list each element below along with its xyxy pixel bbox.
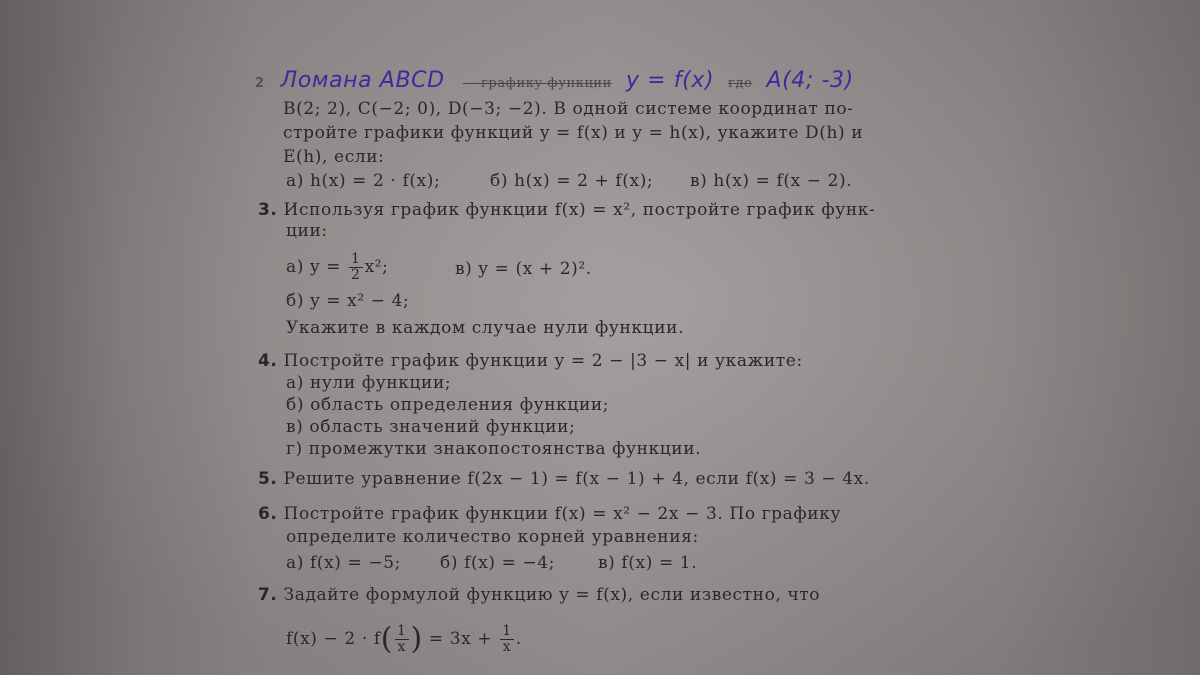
task-6-number: 6. <box>258 504 278 524</box>
fraction-denominator: x <box>397 639 407 655</box>
handwritten-function: y = f(x) <box>625 68 715 93</box>
task-2-line-3: стройте графики функций y = f(x) и y = h(x), укажите D(h) и <box>283 123 864 143</box>
fraction-numerator: 1 <box>397 623 407 639</box>
right-paren: ) <box>410 621 423 657</box>
fraction-one-over-x-rhs <box>500 624 514 655</box>
equation-end: . <box>515 629 522 649</box>
task-4-item-g: г) промежутки знакопостоянства функции. <box>286 439 702 459</box>
task-7-line-1 <box>258 584 820 606</box>
task-7-text: Задайте формулой функцию y = f(x), если известно, что <box>283 585 821 605</box>
task-2-line-4: E(h), если: <box>283 147 385 167</box>
fraction-denominator: x <box>502 639 512 655</box>
task-5-text: Решите уравнение f(2x − 1) = f(x − 1) + 4, если f(x) = 3 − 4x. <box>283 469 870 489</box>
task-2-line-2: B(2; 2), C(−2; 0), D(−3; −2). В одной системе координат по- <box>283 99 854 119</box>
task-6-line-1 <box>258 503 841 525</box>
task-4-number: 4. <box>258 351 278 371</box>
equation-lhs: f(x) − 2 · f <box>286 629 381 649</box>
task-3-option-v: в) y = (x + 2)². <box>455 259 592 279</box>
printed-where: где <box>728 76 753 91</box>
task-7-equation <box>286 622 522 657</box>
task-6-line-2: определите количество корней уравнения: <box>286 527 699 547</box>
printed-text-covered: — графику функции <box>462 76 612 91</box>
task-4-line-1 <box>258 350 803 372</box>
task-5-line-1 <box>258 468 870 490</box>
task-3-note: Укажите в каждом случае нули функции. <box>286 318 685 338</box>
task-2-option-b: б) h(x) = 2 + f(x); <box>490 171 654 191</box>
task-6-option-v: в) f(x) = 1. <box>598 553 698 573</box>
task-6-option-a: а) f(x) = −5; <box>286 553 401 573</box>
task-4-text: Постройте график функции y = 2 − |3 − x| и укажите: <box>283 351 803 371</box>
equation-rhs: = 3x + <box>428 629 493 649</box>
task-6-text: Постройте график функции f(x) = x² − 2x − 3. По графику <box>283 504 842 524</box>
fraction-numerator: 1 <box>351 251 361 267</box>
task-4-item-b: б) область определения функции; <box>286 395 610 415</box>
task-3-option-a <box>286 252 389 283</box>
task-3-number: 3. <box>258 200 278 220</box>
task-3-option-a-rhs: x²; <box>364 257 389 277</box>
task-2-line-1 <box>255 70 854 95</box>
task-3-text: Используя график функции f(x) = x², постройте график функ- <box>283 200 876 220</box>
fraction-denominator: 2 <box>351 267 361 283</box>
task-4-item-a: а) нули функции; <box>286 373 452 393</box>
task-6-option-b: б) f(x) = −4; <box>440 553 556 573</box>
fraction-numerator: 1 <box>502 623 512 639</box>
handwritten-polyline-label: Ломана ABCD <box>280 68 445 93</box>
left-paren: ( <box>380 621 394 657</box>
task-2-option-a: а) h(x) = 2 · f(x); <box>286 171 441 191</box>
fraction-one-half <box>349 252 363 283</box>
task-3-option-b: б) y = x² − 4; <box>286 291 410 311</box>
task-5-number: 5. <box>258 469 278 489</box>
task-2-option-v: в) h(x) = f(x − 2). <box>690 171 853 191</box>
task-3-line-2: ции: <box>286 221 328 241</box>
fraction-one-over-x <box>395 624 409 655</box>
task-4-item-v: в) область значений функции; <box>286 417 576 437</box>
task-3-line-1 <box>258 199 875 221</box>
task-3-option-a-lhs: а) y = <box>286 257 342 277</box>
task-2-number: 2 <box>255 76 265 91</box>
task-7-number: 7. <box>258 585 278 605</box>
handwritten-point-a: A(4; -3) <box>766 68 854 93</box>
